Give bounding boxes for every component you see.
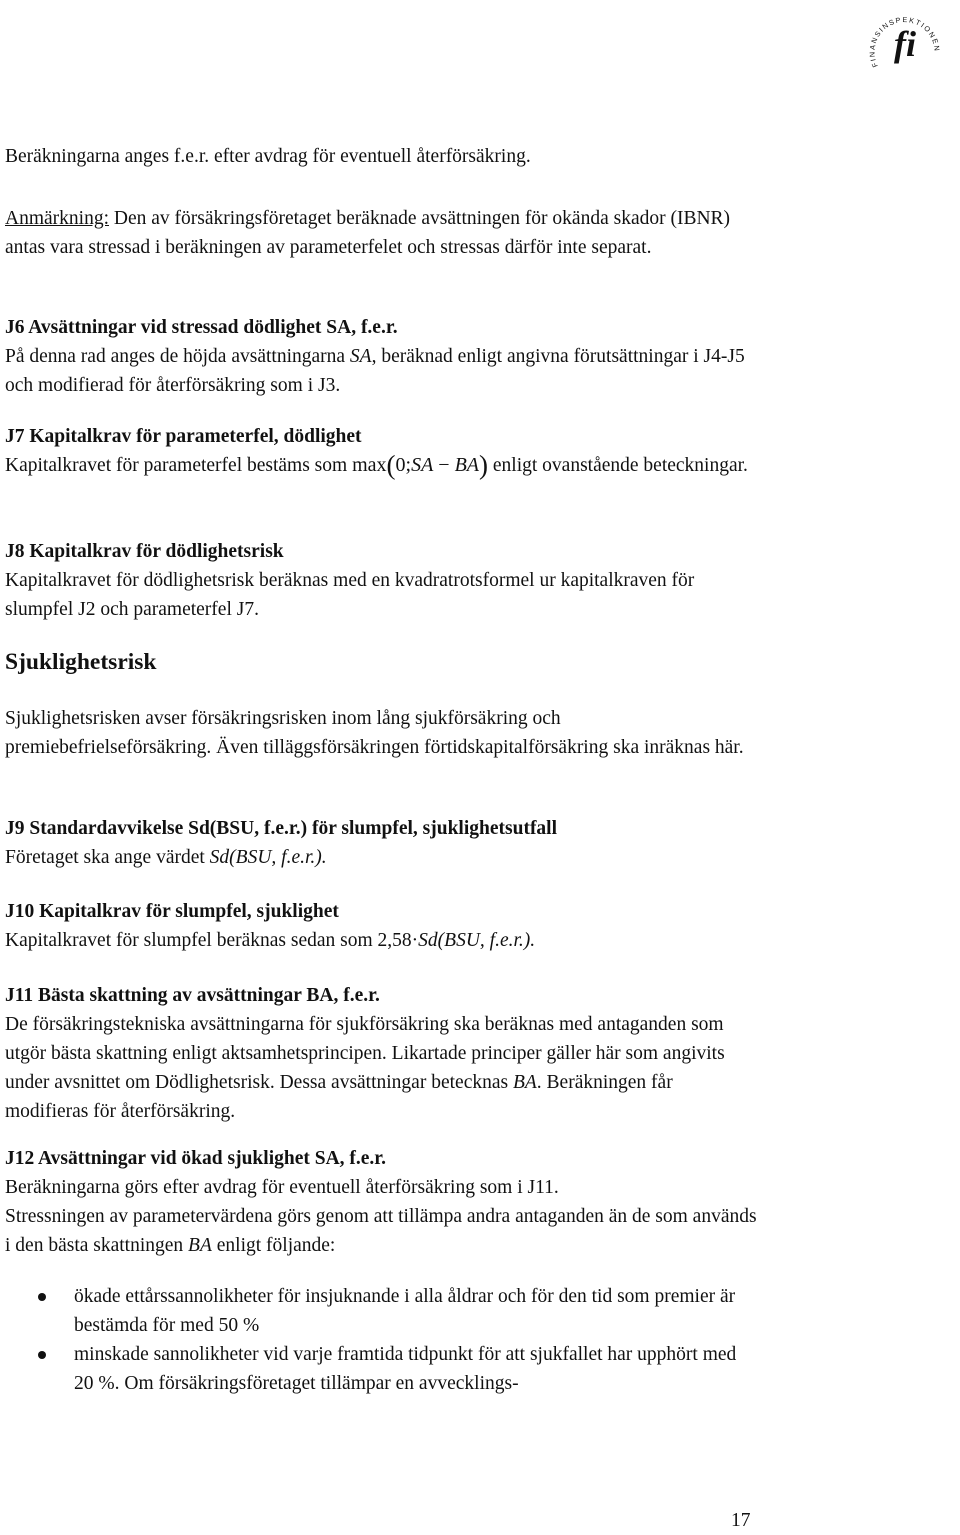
list-item: minskade sannolikheter vid varje framtida tidpunkt för att sjukfallet har upphört med 20 %. Om försäkringsföretaget tillämpar en avvecklings- <box>5 1340 757 1398</box>
remark-label: Anmärkning: <box>5 208 109 229</box>
j12-text-end: enligt följande: <box>211 1235 336 1256</box>
j9-text: Företaget ska ange värdet <box>5 847 210 868</box>
intro-paragraph <box>5 142 757 171</box>
j8-heading: J8 Kapitalkrav för dödlighetsrisk <box>5 541 284 562</box>
formula-max: max <box>352 454 387 476</box>
j9-sd: Sd(BSU, f.e.r.). <box>209 847 327 868</box>
j12-heading: J12 Avsättningar vid ökad sjuklighet SA, f.e.r. <box>5 1148 387 1169</box>
formula-zero: 0; <box>395 454 412 476</box>
list-item: ökade ettårssannolikheter för insjuknande i alla åldrar och för den tid som premier är bestämda för med 50 % <box>5 1282 757 1340</box>
sjuklighetsrisk-intro <box>5 704 757 762</box>
j6-text: På denna rad anges de höjda avsättningarna <box>5 346 350 367</box>
section-j8 <box>5 537 757 624</box>
stress-bullets <box>5 1282 757 1398</box>
section-j9 <box>5 814 757 872</box>
section-j7 <box>5 422 757 480</box>
sjuklighetsrisk-heading: Sjuklighetsrisk <box>5 649 157 675</box>
j11-heading: J11 Bästa skattning av avsättningar BA, f.e.r. <box>5 985 380 1006</box>
bullet-list <box>5 1282 757 1398</box>
logo-mark: fi <box>894 24 916 64</box>
section-title <box>5 647 757 677</box>
section-j10 <box>5 897 757 955</box>
formula-open-paren: ( <box>386 450 396 480</box>
page-number: 17 <box>731 1510 751 1531</box>
j7-heading: J7 Kapitalkrav för parameterfel, dödlighet <box>5 426 362 447</box>
section-j12 <box>5 1144 757 1260</box>
formula-sa: SA <box>411 454 434 476</box>
j11-text: De försäkringstekniska avsättningarna för sjukförsäkring ska beräknas med antaganden som utgör bästa skattning enligt aktsamhetsprincipen. Likartade principer gäller här som angivits under avsnittet om Dödlighetsrisk. Dessa avsättningar betecknas <box>5 1014 725 1093</box>
remark-text: Den av försäkringsföretaget beräknade avsättningen för okända skador (IBNR) antas vara stressad i beräkningen av parameterfelet och stressas därför inte separat. <box>5 208 731 258</box>
reinsurance-note-text: Beräkningarna anges f.e.r. efter avdrag för eventuell återförsäkring. <box>5 146 531 167</box>
j7-text-end: enligt ovanstående beteckningar. <box>488 455 748 476</box>
formula-minus: − <box>438 454 450 476</box>
j12-ba: BA <box>188 1235 212 1256</box>
formula-ba: BA <box>454 454 480 476</box>
section-j11 <box>5 981 757 1126</box>
remark-paragraph <box>5 204 757 262</box>
j10-text: Kapitalkravet för slumpfel beräknas sedan som 2,58· <box>5 930 419 951</box>
j7-text: Kapitalkravet för parameterfel bestäms som <box>5 455 353 476</box>
logo-ring-text: FINANSINSPEKTIONEN <box>867 14 942 69</box>
finansinspektionen-logo-icon <box>864 2 946 84</box>
j6-sa: SA <box>349 346 372 367</box>
j7-formula <box>352 450 489 480</box>
j11-ba: BA <box>512 1072 537 1093</box>
j10-sd: Sd(BSU, f.e.r.). <box>418 930 536 951</box>
j11-text-end: . Beräkningen får modifieras för återförsäkring. <box>5 1072 673 1122</box>
j8-text: Kapitalkravet för dödlighetsrisk beräknas med en kvadratrotsformel ur kapitalkraven för slumpfel J2 och parameterfel J7. <box>5 570 695 620</box>
j12-line1: Beräkningarna görs efter avdrag för eventuell återförsäkring som i J11. <box>5 1177 559 1198</box>
formula-close-paren: ) <box>479 450 489 480</box>
sjuklighetsrisk-intro-text: Sjuklighetsrisken avser försäkringsrisken inom lång sjukförsäkring och premiebefrielseförsäkring. Även tilläggsförsäkringen förtidskapitalförsäkring ska inräknas här. <box>5 708 744 758</box>
j10-heading: J10 Kapitalkrav för slumpfel, sjuklighet <box>5 901 339 922</box>
j6-heading: J6 Avsättningar vid stressad dödlighet SA, f.e.r. <box>5 317 398 338</box>
section-j6 <box>5 313 757 400</box>
j6-text-end: , beräknad enligt angivna förutsättningar i J4-J5 och modifierad för återförsäkring som i J3. <box>5 346 745 396</box>
j12-text: Stressningen av parametervärdena görs genom att tillämpa andra antaganden än de som används i den bästa skattningen <box>5 1206 757 1256</box>
j9-heading: J9 Standardavvikelse Sd(BSU, f.e.r.) för slumpfel, sjuklighetsutfall <box>5 818 558 839</box>
